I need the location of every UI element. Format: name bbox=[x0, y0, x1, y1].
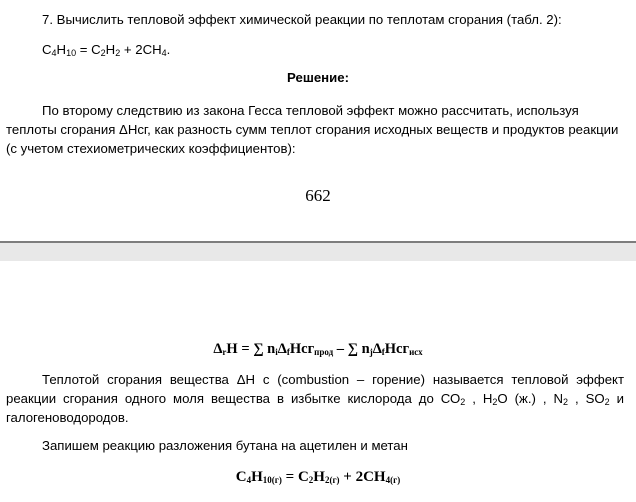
reaction-equation: $C_4H_{10} = C_2H_2 + 2CH_4$. bbox=[42, 42, 171, 58]
page-break-edge bbox=[0, 241, 636, 243]
solution-heading: Решение: bbox=[287, 70, 349, 85]
problem-statement: 7. Вычислить тепловой эффект химической реакции по теплотам сгорания (табл. 2): bbox=[42, 12, 562, 27]
combustion-definition: Теплотой сгорания вещества ΔН с (combustion – горение) называется тепловой эффект реакции сгорания одного моля вещества в избытке кислорода до $СО_2$ , $Н_2О$ (ж.) , $N_2$ , $SO_2$ и галогеноводородов. bbox=[6, 372, 624, 425]
hess-law-paragraph: По второму следствию из закона Гесса тепловой эффект можно рассчитать, используя теплоты сгорания ΔНсг, как разность сумм теплот сгорания исходных веществ и продуктов реакции (с учетом стехиометрических коэффициентов): bbox=[6, 103, 619, 156]
hess-formula: $\Delta_rH$ = ∑ $n_i\Delta_fHсг_{прод}$ – ∑ $n_j\Delta_fHсг_{исх}$ bbox=[213, 341, 423, 357]
decomposition-intro: Запишем реакцию разложения бутана на ацетилен и метан bbox=[42, 438, 408, 453]
page-break bbox=[0, 241, 636, 261]
decomposition-equation: $C_4H_{10(г)} = C_2H_{2(г)} + 2CH_{4(г)}$ bbox=[235, 469, 401, 485]
page-number: 662 bbox=[305, 186, 331, 205]
